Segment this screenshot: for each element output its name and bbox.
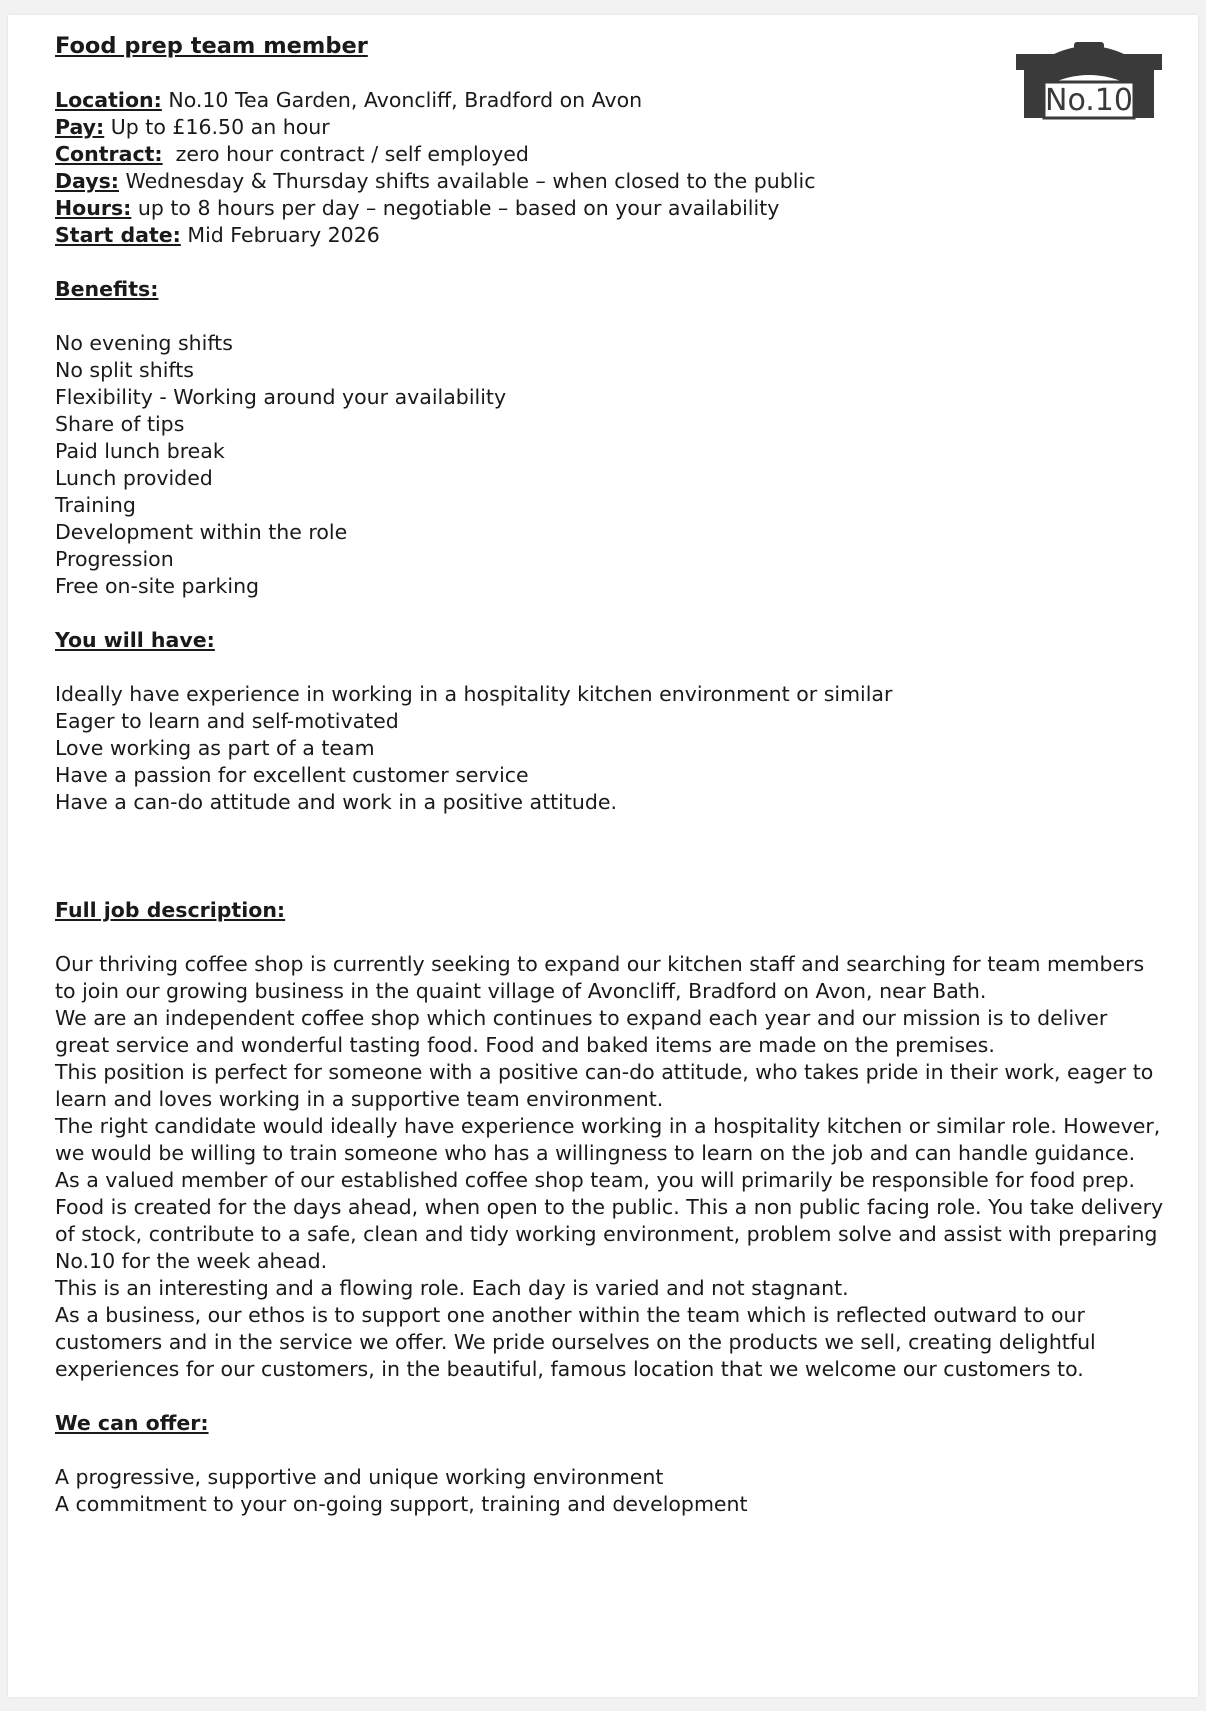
description-paragraph: This position is perfect for someone with a positive can-do attitude, who takes pride in their work, eager to learn and loves working in a supportive team environment.	[55, 1060, 1154, 1111]
list-item: Love working as part of a team	[55, 736, 375, 760]
list-item: Progression	[55, 547, 174, 571]
detail-pay	[55, 114, 1165, 141]
list-item: Development within the role	[55, 520, 348, 544]
detail-value: No.10 Tea Garden, Avoncliff, Bradford on Avon	[161, 88, 643, 112]
logo-text: No.10	[1045, 83, 1133, 118]
description-paragraph: As a valued member of our established coffee shop team, you will primarily be responsible for food prep. Food is created for the days ahead, when open to the public. This a non public facing role. You take delivery of stock, contribute to a safe, clean and tidy working environment, problem solve and assist with preparing No.10 for the week ahead.	[55, 1168, 1164, 1273]
detail-label: Pay:	[55, 115, 105, 139]
list-item: A commitment to your on-going support, training and development	[55, 1492, 748, 1516]
list-item: No evening shifts	[55, 331, 233, 355]
detail-value: Up to £16.50 an hour	[104, 115, 330, 139]
detail-value: Mid February 2026	[180, 223, 380, 247]
we-can-offer-heading: We can offer:	[55, 1411, 209, 1435]
benefits-heading: Benefits:	[55, 277, 159, 301]
list-item: Have a passion for excellent customer service	[55, 763, 529, 787]
description-paragraph: As a business, our ethos is to support one another within the team which is reflected outward to our customers and in the service we offer. We pride ourselves on the products we sell, creating delightful experiences for our customers, in the beautiful, famous location that we welcome our customers to.	[55, 1303, 1096, 1381]
page-title: Food prep team member	[55, 33, 368, 59]
detail-contract	[55, 141, 1165, 168]
detail-label: Hours:	[55, 196, 132, 220]
list-item: A progressive, supportive and unique working environment	[55, 1465, 664, 1489]
detail-start-date	[55, 222, 1165, 249]
detail-value: zero hour contract / self employed	[162, 142, 529, 166]
job-details	[55, 87, 1165, 249]
list-item: Paid lunch break	[55, 439, 225, 463]
document-page	[8, 15, 1198, 1697]
list-item: Have a can-do attitude and work in a positive attitude.	[55, 790, 618, 814]
requirements-list	[55, 681, 1165, 816]
detail-label: Start date:	[55, 223, 181, 247]
job-description	[55, 951, 1165, 1383]
description-paragraph: Our thriving coffee shop is currently seeking to expand our kitchen staff and searching for team members to join our growing business in the quaint village of Avoncliff, Bradford on Avon, near Bath.	[55, 952, 1145, 1003]
detail-value: up to 8 hours per day – negotiable – based on your availability	[131, 196, 780, 220]
list-item: Training	[55, 493, 136, 517]
list-item: Lunch provided	[55, 466, 213, 490]
detail-hours	[55, 195, 1165, 222]
offer-list	[55, 1464, 1165, 1518]
list-item: Eager to learn and self-motivated	[55, 709, 399, 733]
list-item: Free on-site parking	[55, 574, 260, 598]
description-paragraph: We are an independent coffee shop which continues to expand each year and our mission is to deliver great service and wonderful tasting food. Food and baked items are made on the premises.	[55, 1006, 1108, 1057]
job-description-heading: Full job description:	[55, 898, 286, 922]
detail-value: Wednesday & Thursday shifts available – when closed to the public	[118, 169, 816, 193]
description-paragraph: This is an interesting and a flowing role. Each day is varied and not stagnant.	[55, 1276, 849, 1300]
detail-label: Days:	[55, 169, 119, 193]
benefits-list	[55, 330, 1165, 600]
description-paragraph: The right candidate would ideally have experience working in a hospitality kitchen or similar role. However, we would be willing to train someone who has a willingness to learn on the job and can handle guidance.	[55, 1114, 1161, 1165]
you-will-have-heading: You will have:	[55, 628, 215, 652]
detail-label: Location:	[55, 88, 162, 112]
detail-location	[55, 87, 1165, 114]
list-item: Share of tips	[55, 412, 185, 436]
document-body	[55, 33, 1165, 1518]
detail-label: Contract:	[55, 142, 163, 166]
list-item: Ideally have experience in working in a hospitality kitchen environment or similar	[55, 682, 893, 706]
list-item: No split shifts	[55, 358, 194, 382]
list-item: Flexibility - Working around your availability	[55, 385, 507, 409]
detail-days	[55, 168, 1165, 195]
